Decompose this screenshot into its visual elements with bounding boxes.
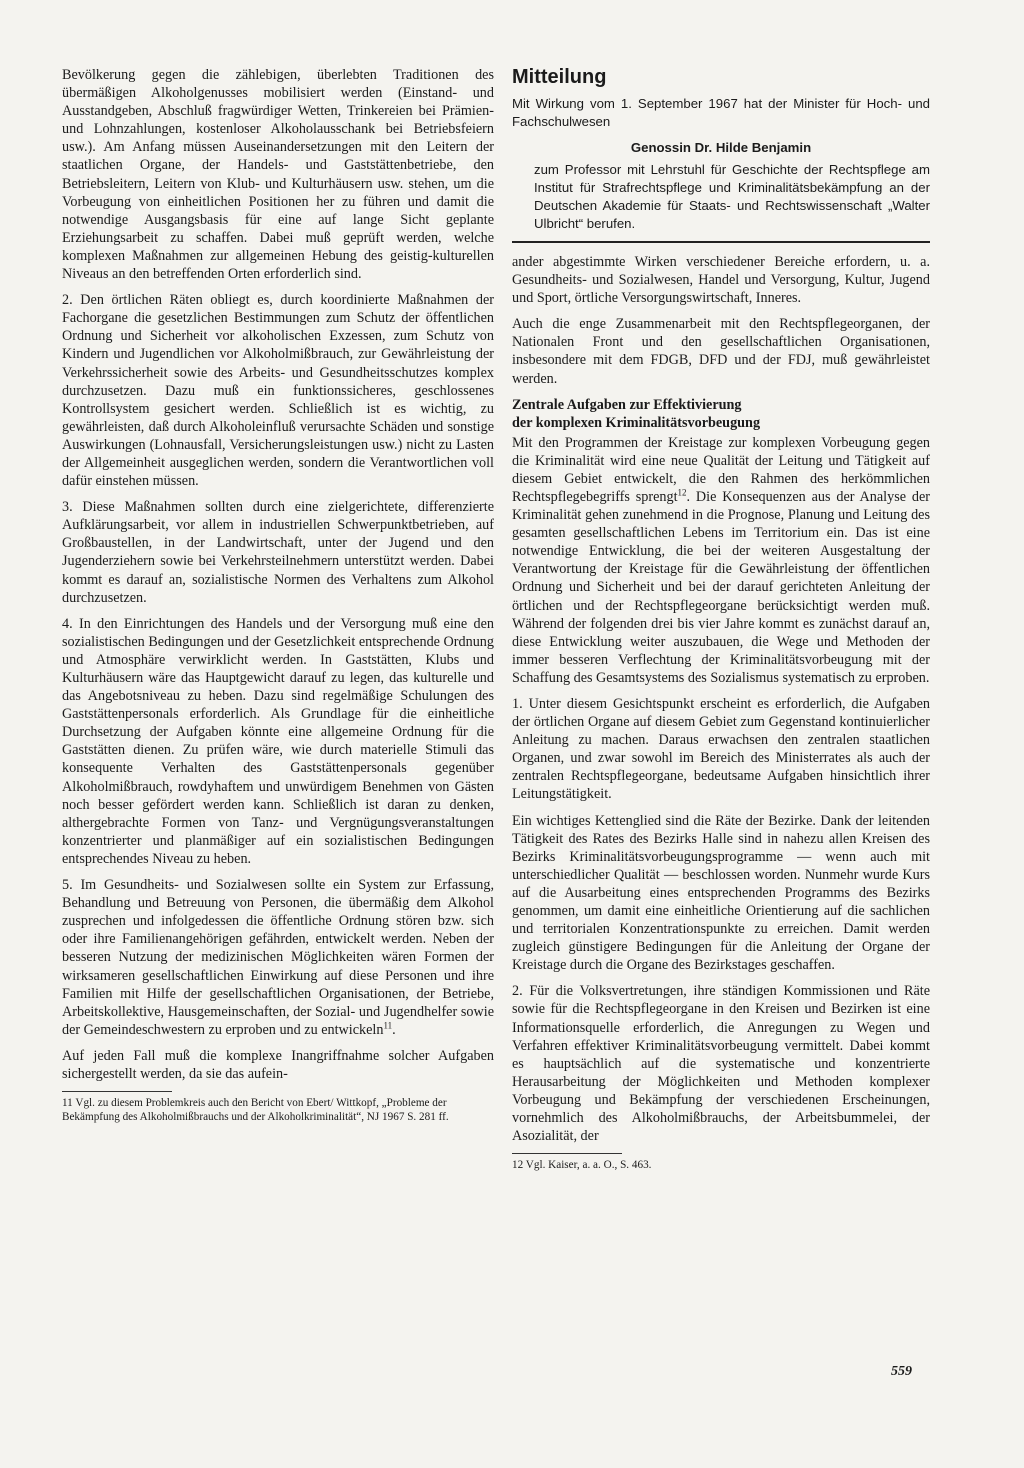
footnote-12: 12 Vgl. Kaiser, a. a. O., S. 463. bbox=[512, 1159, 652, 1172]
paragraph: ander abgestimmte Wirken verschiedener Bereiche erfordern, u. a. Gesundheits- und Sozialwesen, Handel und Versorgung, Kultur, Jugend und Sport, örtliche Versorgungswirtschaft, Inneres. bbox=[512, 254, 930, 307]
paragraph-text: 5. Im Gesundheits- und Sozialwesen sollte ein System zur Erfassung, Behandlung und Betreuung von Personen, die übermäßig dem Alkohol zusprechen und infolgedessen die öffentliche Ordnung stören bzw. sich oder ihre Familienangehörigen gefährden, entwickelt werden. Neben der besseren Nutzung der medizinischen Möglichkeiten wären Formen der wirksameren gesellschaftlichen Einwirkung auf diese Personen und ihre Familien mit Hilfe der gesellschaftlichen Organisationen, der Betriebe, Arbeitskollektive, Hausgemeinschaften, der Sozial- und Jugendhelfer sowie der Gemeindeschwestern zu erproben und zu entwickeln bbox=[62, 877, 494, 1038]
section-heading bbox=[512, 396, 930, 432]
notice-title: Mitteilung bbox=[512, 66, 607, 88]
paragraph: Auch die enge Zusammenarbeit mit den Rechtspflegeorganen, der Nationalen Front und den gesellschaftlichen Organisationen, insbesondere mit dem FDGB, DFD und der FDJ, muß gewährleistet werden. bbox=[512, 316, 930, 387]
notice-divider bbox=[512, 241, 930, 243]
notice-person: Genossin Dr. Hilde Benjamin bbox=[630, 140, 812, 155]
notice-intro: Mit Wirkung vom 1. September 1967 hat der Minister für Hoch- und Fachschulwesen bbox=[512, 96, 930, 129]
paragraph: 2. Für die Volksvertretungen, ihre ständigen Kommissionen und Räte sowie für die Rechtspflegeorgane in den Kreisen und Bezirken ist eine Informationsquelle erforderlich, die Anregungen zu Wegen und Verfahren effektiver Kriminalitätsvorbeugung vermittelt. Dabei kommt es hauptsächlich auf die systematische und konzentrierte Herausarbeitung der Möglichkeiten und Methoden komplexer Vorbeugung und Bekämpfung der verschiedenen Erscheinungen, vornehmlich des Alkoholmißbrauchs, der Arbeitsbummelei, der Asozialität, der bbox=[512, 983, 930, 1145]
paragraph: 2. Den örtlichen Räten obliegt es, durch koordinierte Maßnahmen der Fachorgane die gesetzlichen Bestimmungen zum Schutz der öffentlichen Ordnung und Sicherheit vor alkoholischen Exzessen, zum Schutz von Kindern und Jugendlichen vor Alkoholmißbrauch, zur Gewährleistung der Verkehrssicherheit sowie des Arbeits- und Gesundheitsschutzes komplex durchzusetzen. Dazu muß ein funktionssicheres, geschlossenes Kontrollsystem gesichert werden. Schließlich ist es wichtig, zu gewährleisten, daß durch Alkoholeinfluß verursachte Schäden und sonstige Auswirkungen (Lohnausfall, Versicherungsleistungen usw.) nicht zu Lasten der Allgemeinheit ausgeglichen werden, sondern die Verantwortlichen voll dafür einstehen müssen. bbox=[62, 292, 494, 490]
paragraph: 4. In den Einrichtungen des Handels und der Versorgung muß eine den sozialistischen Bedingungen und der Gesetzlichkeit entsprechende Ordnung und Atmosphäre verwirklicht werden. In Gaststätten, Klubs und Kulturhäusern wäre das Hauptgewicht darauf zu legen, das kulturelle und das Angebotsniveau zu heben. Dazu sind regelmäßige Schulungen des Gaststättenpersonals erforderlich. Als Grundlage für die einheitliche Durchsetzung der Aufgaben könnte eine allgemeine Ordnung für die Gaststätten dienen. Zu prüfen wäre, wie durch materielle Stimuli das konsequente Verhalten des Gaststättenpersonals gegenüber Alkoholmißbrauch, rowdyhaftem und unwürdigem Benehmen von Gästen noch besser gefördert werden kann. Schließlich ist daran zu denken, althergebrachte Formen von Tanz- und Vergnügungsveranstaltungen konzentrierter und planmäßiger auf ein sozialistischen Bedingungen entsprechendes Niveau zu heben. bbox=[62, 615, 494, 867]
paragraph: Auf jeden Fall muß die komplexe Inangriffnahme solcher Aufgaben sichergestellt werden, da sie das aufein- bbox=[62, 1047, 494, 1082]
paragraph: 5. Im Gesundheits- und Sozialwesen sollte ein System zur Erfassung, Behandlung und Betreuung von Personen, die übermäßig dem Alkohol zusprechen und infolgedessen die öffentliche Ordnung stören bzw. sich oder ihre Familienangehörigen gefährden, entwickelt werden. Neben der besseren Nutzung der medizinischen Möglichkeiten wären Formen der wirksameren gesellschaftlichen Einwirkung auf diese Personen und ihre Familien mit Hilfe der gesellschaftlichen Organisationen, der Betriebe, Arbeitskollektive, Hausgemeinschaften, der Sozial- und Jugendhelfer sowie der Gemeindeschwestern zu erproben und zu entwickeln$^{11}$. bbox=[62, 877, 494, 1038]
footnote-separator bbox=[512, 1153, 622, 1154]
footnote-ref: 12 bbox=[677, 487, 687, 498]
footnote-11: 11 Vgl. zu diesem Problemkreis auch den Bericht von Ebert/ Wittkopf, „Probleme der Bekämpfung des Alkoholmißbrauchs und der Alkoholkriminalität“, NJ 1967 S. 281 ff. bbox=[62, 1097, 449, 1123]
paragraph bbox=[512, 434, 930, 687]
section-heading-line: der komplexen Kriminalitätsvorbeugung bbox=[512, 414, 761, 431]
paragraph: 1. Unter diesem Gesichtspunkt erscheint es erforderlich, die Aufgaben der örtlichen Organe auf diesem Gebiet zum Gegenstand kontinuierlicher Anleitung zu machen. Daraus erwachsen den zentralen staatlichen Organen, und zwar sowohl im Bereich des Ministerrates als auch der zentralen Rechtspflegeorgane, bedeutsame Aufgaben hinsichtlich ihrer Leitungstätigkeit. bbox=[512, 695, 930, 803]
paragraph-text: Mit den Programmen der Kreistage zur komplexen Vorbeugung gegen die Kriminalität wird eine neue Qualität der Leitung und Tätigkeit auf diesem Gebiet entwickelt, die den Rahmen des herkömmlichen Rechtspflegebegriffs sprengt bbox=[512, 434, 930, 505]
paragraph-text: . Die Konsequenzen aus der Analyse der Kriminalität gehen zunehmend in die Prognose, Planung und Leitung des gesamten gesellschaftlichen Lebens im Territorium ein. Das ist eine notwendige Entwicklung, die bei der weiteren Ausgestaltung der Verantwortung der Kreistage für die Gewährleistung der öffentlichen Ordnung und Sicherheit und bei der darauf gerichteten Anleitung der örtlichen und der Rechtspflegeorgane berücksichtigt werden muß. Während der folgenden drei bis vier Jahre kommt es zunächst darauf an, diese Entwicklung weiter auszubauen, die Wege und Methoden der immer besseren Verflechtung der Kriminalitätsvorbeugung mit der Schaffung des Gesamtsystems des Sozialismus systematisch zu erproben. bbox=[512, 488, 930, 686]
notice-appointment: zum Professor mit Lehrstuhl für Geschichte der Rechtspflege am Institut für Strafrechtspflege und Kriminalitätsbekämpfung an der Deutschen Akademie für Staats- und Rechtswissenschaft „Walter Ulbricht“ berufen. bbox=[534, 162, 930, 231]
section-heading-line: Zentrale Aufgaben zur Effektivierung bbox=[512, 396, 742, 413]
paragraph: 3. Diese Maßnahmen sollten durch eine zielgerichtete, differenzierte Aufklärungsarbeit, vor allem in industriellen Schwerpunktbetrieben, auf Großbaustellen, in der Landwirtschaft, unter der Jugend und den Jugenderziehern sowie bei Verkehrsteilnehmern unterstützt werden. Dabei kommt es darauf an, sozialistische Normen des Verhaltens zum Alkohol durchzusetzen. bbox=[62, 499, 494, 606]
page-number: 559 bbox=[891, 1364, 912, 1379]
paragraph: Bevölkerung gegen die zählebigen, überlebten Traditionen des übermäßigen Alkoholgenusses mobilisiert werden (Einstand- und Ausstandgeben, Abschluß fragwürdiger Wetten, Trinkereien bei Prämien- und Lohnzahlungen, kostenloser Alkoholausschank bei Betriebsfeiern usw.). Am Anfang müssen Auseinandersetzungen mit den Leitern der staatlichen Organe, der Handels- und Gaststättenbetriebe, den Betriebsleitern, Leitern von Klub- und Kulturhäusern usw. stehen, um die Vorbeugung von einheitlichen Positionen her zu führen und damit die notwendige Ausgangsbasis für eine auf lange Sicht geplante Erziehungsarbeit zu schaffen. Dabei muß geprüft werden, welche komplexen Maßnahmen zur allgemeinen Hebung des geistig-kulturellen Niveaus an den betreffenden Orten erforderlich sind. bbox=[62, 67, 494, 283]
footnote-separator bbox=[62, 1091, 172, 1092]
notice-box bbox=[512, 66, 930, 233]
footnote-ref: 11 bbox=[383, 1020, 393, 1031]
right-column bbox=[512, 66, 930, 1173]
left-column bbox=[62, 66, 494, 1124]
paragraph: Ein wichtiges Kettenglied sind die Räte der Bezirke. Dank der leitenden Tätigkeit des Rates des Bezirks Halle sind in nahezu allen Kreisen des Bezirks Kriminalitätsvorbeugungsprogramme — wenn auch mit unterschiedlicher Qualität — beschlossen worden. Nunmehr wurde Kurs auf die Ausarbeitung eines entsprechenden Programms des Bezirks genommen, um damit eine einheitliche Orientierung auf die sachlichen und territorialen Konzentrationspunkte zu erreichen. Damit werden zugleich günstigere Bedingungen für die Anleitung der Organe der Kreistage durch die Organe des Bezirkstages geschaffen. bbox=[512, 812, 930, 974]
